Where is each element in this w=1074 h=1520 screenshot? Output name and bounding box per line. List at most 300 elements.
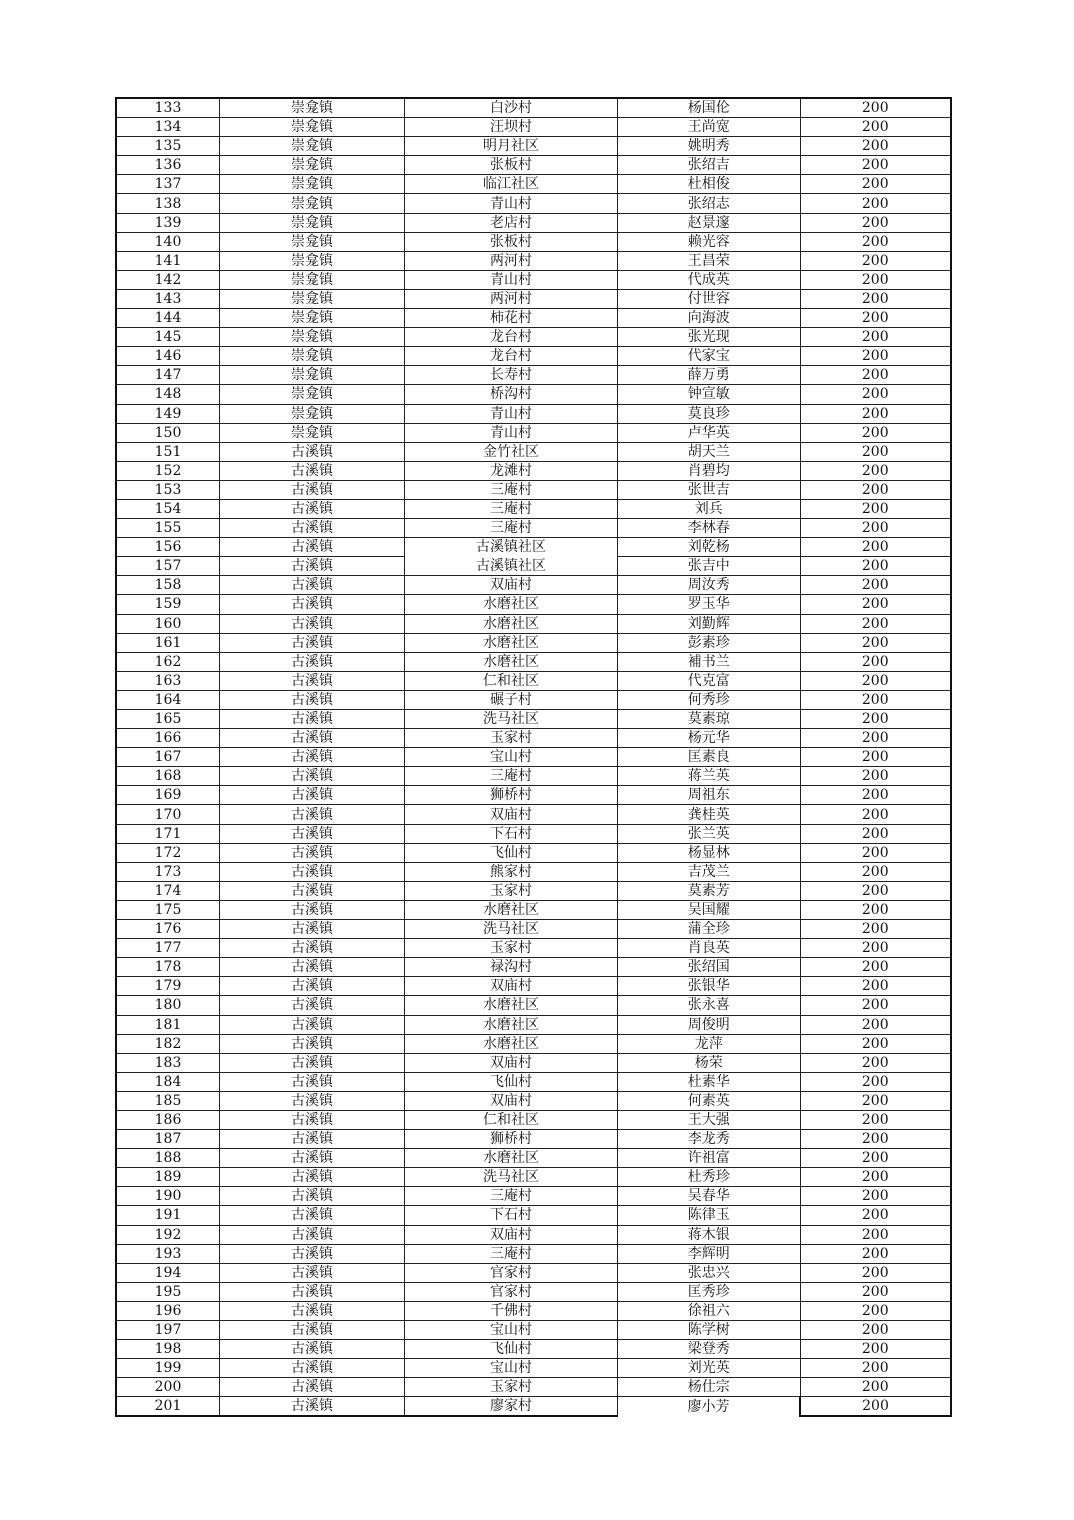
town-cell: 古溪镇	[220, 595, 405, 614]
village-cell: 禄沟村	[405, 958, 618, 977]
table-row	[116, 767, 951, 786]
table-row	[116, 385, 951, 404]
person-name-cell: 周祖东	[618, 786, 801, 805]
amount-cell: 200	[800, 805, 951, 824]
town-cell: 古溪镇	[220, 862, 405, 881]
village-cell: 双庙村	[405, 977, 618, 996]
town-cell: 古溪镇	[220, 786, 405, 805]
town-cell: 崇龛镇	[220, 309, 405, 328]
person-name-cell: 胡天兰	[618, 442, 801, 461]
amount-cell: 200	[800, 671, 951, 690]
village-cell: 青山村	[405, 194, 618, 213]
row-number-cell: 133	[116, 98, 220, 118]
person-name-cell: 杨元华	[618, 729, 801, 748]
amount-cell: 200	[800, 652, 951, 671]
person-name-cell: 蒲全珍	[618, 920, 801, 939]
row-number-cell: 198	[116, 1340, 220, 1359]
town-cell: 古溪镇	[220, 519, 405, 538]
village-cell: 临江社区	[405, 175, 618, 194]
table-row	[116, 881, 951, 900]
table-row	[116, 1301, 951, 1320]
amount-cell: 200	[800, 767, 951, 786]
village-cell: 水磨社区	[405, 900, 618, 919]
table-row	[116, 1072, 951, 1091]
amount-cell: 200	[800, 442, 951, 461]
amount-cell: 200	[800, 1378, 951, 1397]
beneficiary-table	[115, 97, 952, 1417]
row-number-cell: 195	[116, 1282, 220, 1301]
amount-cell: 200	[800, 1340, 951, 1359]
village-cell: 水磨社区	[405, 1034, 618, 1053]
town-cell: 古溪镇	[220, 652, 405, 671]
row-number-cell: 173	[116, 862, 220, 881]
row-number-cell: 149	[116, 404, 220, 423]
town-cell: 古溪镇	[220, 1053, 405, 1072]
village-cell: 老店村	[405, 213, 618, 232]
person-name-cell: 赖光容	[618, 232, 801, 251]
village-cell: 碾子村	[405, 690, 618, 709]
table-row	[116, 786, 951, 805]
row-number-cell: 154	[116, 499, 220, 518]
row-number-cell: 152	[116, 461, 220, 480]
row-number-cell: 158	[116, 576, 220, 595]
town-cell: 古溪镇	[220, 1015, 405, 1034]
person-name-cell: 何秀珍	[618, 690, 801, 709]
table-row	[116, 156, 951, 175]
town-cell: 崇龛镇	[220, 289, 405, 308]
amount-cell: 200	[800, 557, 951, 576]
town-cell: 古溪镇	[220, 1263, 405, 1282]
amount-cell: 200	[800, 347, 951, 366]
row-number-cell: 182	[116, 1034, 220, 1053]
village-cell: 洗马社区	[405, 710, 618, 729]
person-name-cell: 刘光英	[618, 1359, 801, 1378]
town-cell: 崇龛镇	[220, 137, 405, 156]
person-name-cell: 陈学树	[618, 1321, 801, 1340]
town-cell: 古溪镇	[220, 900, 405, 919]
village-cell: 张板村	[405, 156, 618, 175]
town-cell: 古溪镇	[220, 767, 405, 786]
table-row	[116, 557, 951, 576]
row-number-cell: 156	[116, 538, 220, 557]
village-cell: 飞仙村	[405, 843, 618, 862]
row-number-cell: 136	[116, 156, 220, 175]
table-row	[116, 920, 951, 939]
table-row	[116, 633, 951, 652]
row-number-cell: 175	[116, 900, 220, 919]
row-number-cell: 161	[116, 633, 220, 652]
person-name-cell: 钟宣敏	[618, 385, 801, 404]
person-name-cell: 肖碧均	[618, 461, 801, 480]
table-row	[116, 1378, 951, 1397]
village-cell: 三庵村	[405, 1244, 618, 1263]
person-name-cell: 匡秀珍	[618, 1282, 801, 1301]
amount-cell: 200	[800, 710, 951, 729]
row-number-cell: 146	[116, 347, 220, 366]
person-name-cell: 李辉明	[618, 1244, 801, 1263]
row-number-cell: 174	[116, 881, 220, 900]
row-number-cell: 176	[116, 920, 220, 939]
amount-cell: 200	[800, 729, 951, 748]
amount-cell: 200	[800, 939, 951, 958]
town-cell: 古溪镇	[220, 1206, 405, 1225]
row-number-cell: 142	[116, 270, 220, 289]
person-name-cell: 张忠兴	[618, 1263, 801, 1282]
row-number-cell: 201	[116, 1397, 220, 1417]
village-cell: 水磨社区	[405, 614, 618, 633]
amount-cell: 200	[800, 461, 951, 480]
row-number-cell: 183	[116, 1053, 220, 1072]
amount-cell: 200	[800, 576, 951, 595]
village-cell: 玉家村	[405, 881, 618, 900]
village-cell: 洗马社区	[405, 1168, 618, 1187]
town-cell: 崇龛镇	[220, 404, 405, 423]
person-name-cell: 廖小芳	[618, 1397, 801, 1417]
amount-cell: 200	[800, 1206, 951, 1225]
village-cell: 双庙村	[405, 1091, 618, 1110]
amount-cell: 200	[800, 385, 951, 404]
town-cell: 古溪镇	[220, 1225, 405, 1244]
town-cell: 古溪镇	[220, 1110, 405, 1129]
table-row	[116, 862, 951, 881]
amount-cell: 200	[800, 977, 951, 996]
village-cell: 水磨社区	[405, 1149, 618, 1168]
amount-cell: 200	[800, 270, 951, 289]
table-row	[116, 270, 951, 289]
table-row	[116, 900, 951, 919]
amount-cell: 200	[800, 156, 951, 175]
town-cell: 古溪镇	[220, 729, 405, 748]
table-row	[116, 690, 951, 709]
person-name-cell: 代成英	[618, 270, 801, 289]
village-cell: 两河村	[405, 289, 618, 308]
row-number-cell: 144	[116, 309, 220, 328]
row-number-cell: 145	[116, 328, 220, 347]
village-cell: 熊家村	[405, 862, 618, 881]
row-number-cell: 190	[116, 1187, 220, 1206]
amount-cell: 200	[800, 690, 951, 709]
table-row	[116, 939, 951, 958]
village-cell: 官家村	[405, 1282, 618, 1301]
row-number-cell: 155	[116, 519, 220, 538]
amount-cell: 200	[800, 538, 951, 557]
amount-cell: 200	[800, 1301, 951, 1320]
person-name-cell: 杨国伦	[618, 98, 801, 118]
village-cell: 三庵村	[405, 480, 618, 499]
person-name-cell: 杨显林	[618, 843, 801, 862]
village-cell: 下石村	[405, 1206, 618, 1225]
person-name-cell: 補书兰	[618, 652, 801, 671]
village-cell: 仁和社区	[405, 671, 618, 690]
person-name-cell: 莫良珍	[618, 404, 801, 423]
row-number-cell: 184	[116, 1072, 220, 1091]
row-number-cell: 160	[116, 614, 220, 633]
table-row	[116, 442, 951, 461]
row-number-cell: 148	[116, 385, 220, 404]
village-cell: 玉家村	[405, 729, 618, 748]
town-cell: 古溪镇	[220, 748, 405, 767]
amount-cell: 200	[800, 881, 951, 900]
person-name-cell: 肖良英	[618, 939, 801, 958]
row-number-cell: 157	[116, 557, 220, 576]
town-cell: 崇龛镇	[220, 423, 405, 442]
table-row	[116, 671, 951, 690]
row-number-cell: 139	[116, 213, 220, 232]
person-name-cell: 王昌荣	[618, 251, 801, 270]
amount-cell: 200	[800, 595, 951, 614]
person-name-cell: 何素英	[618, 1091, 801, 1110]
table-row	[116, 652, 951, 671]
person-name-cell: 吴春华	[618, 1187, 801, 1206]
person-name-cell: 张绍国	[618, 958, 801, 977]
village-cell: 玉家村	[405, 1378, 618, 1397]
row-number-cell: 185	[116, 1091, 220, 1110]
table-row	[116, 1053, 951, 1072]
table-row	[116, 1110, 951, 1129]
town-cell: 崇龛镇	[220, 156, 405, 175]
row-number-cell: 200	[116, 1378, 220, 1397]
row-number-cell: 168	[116, 767, 220, 786]
person-name-cell: 付世容	[618, 289, 801, 308]
table-row	[116, 614, 951, 633]
village-cell: 古溪镇社区	[405, 557, 618, 576]
table-row	[116, 328, 951, 347]
village-cell: 两河村	[405, 251, 618, 270]
person-name-cell: 莫素琼	[618, 710, 801, 729]
town-cell: 古溪镇	[220, 614, 405, 633]
table-row	[116, 1168, 951, 1187]
person-name-cell: 梁登秀	[618, 1340, 801, 1359]
person-name-cell: 张绍志	[618, 194, 801, 213]
table-row	[116, 366, 951, 385]
town-cell: 古溪镇	[220, 843, 405, 862]
town-cell: 古溪镇	[220, 939, 405, 958]
row-number-cell: 196	[116, 1301, 220, 1320]
town-cell: 古溪镇	[220, 557, 405, 576]
town-cell: 古溪镇	[220, 1321, 405, 1340]
amount-cell: 200	[800, 289, 951, 308]
village-cell: 三庵村	[405, 499, 618, 518]
row-number-cell: 180	[116, 996, 220, 1015]
table-row	[116, 1359, 951, 1378]
table-row	[116, 958, 951, 977]
table-row	[116, 1034, 951, 1053]
amount-cell: 200	[800, 1187, 951, 1206]
person-name-cell: 刘勤辉	[618, 614, 801, 633]
table-row	[116, 1130, 951, 1149]
row-number-cell: 191	[116, 1206, 220, 1225]
table-row	[116, 519, 951, 538]
town-cell: 崇龛镇	[220, 385, 405, 404]
table-row	[116, 1263, 951, 1282]
town-cell: 古溪镇	[220, 1168, 405, 1187]
village-cell: 双庙村	[405, 1053, 618, 1072]
row-number-cell: 165	[116, 710, 220, 729]
table-row	[116, 213, 951, 232]
amount-cell: 200	[800, 1282, 951, 1301]
town-cell: 古溪镇	[220, 1397, 405, 1417]
person-name-cell: 王大强	[618, 1110, 801, 1129]
town-cell: 古溪镇	[220, 1301, 405, 1320]
row-number-cell: 197	[116, 1321, 220, 1340]
village-cell: 玉家村	[405, 939, 618, 958]
person-name-cell: 代克富	[618, 671, 801, 690]
table-row	[116, 710, 951, 729]
row-number-cell: 188	[116, 1149, 220, 1168]
person-name-cell: 张吉中	[618, 557, 801, 576]
village-cell: 水磨社区	[405, 652, 618, 671]
village-cell: 狮桥村	[405, 786, 618, 805]
person-name-cell: 陈律玉	[618, 1206, 801, 1225]
town-cell: 古溪镇	[220, 480, 405, 499]
person-name-cell: 罗玉华	[618, 595, 801, 614]
amount-cell: 200	[800, 1091, 951, 1110]
amount-cell: 200	[800, 1149, 951, 1168]
town-cell: 崇龛镇	[220, 175, 405, 194]
town-cell: 古溪镇	[220, 920, 405, 939]
person-name-cell: 张银华	[618, 977, 801, 996]
town-cell: 古溪镇	[220, 1359, 405, 1378]
town-cell: 古溪镇	[220, 1282, 405, 1301]
amount-cell: 200	[800, 213, 951, 232]
person-name-cell: 张绍吉	[618, 156, 801, 175]
table-row	[116, 1397, 951, 1417]
person-name-cell: 张光现	[618, 328, 801, 347]
amount-cell: 200	[800, 404, 951, 423]
person-name-cell: 杨仕宗	[618, 1378, 801, 1397]
town-cell: 古溪镇	[220, 1034, 405, 1053]
village-cell: 洗马社区	[405, 920, 618, 939]
table-row	[116, 404, 951, 423]
row-number-cell: 162	[116, 652, 220, 671]
amount-cell: 200	[800, 614, 951, 633]
town-cell: 古溪镇	[220, 1130, 405, 1149]
table-row	[116, 423, 951, 442]
town-cell: 古溪镇	[220, 1072, 405, 1091]
amount-cell: 200	[800, 251, 951, 270]
person-name-cell: 莫素芳	[618, 881, 801, 900]
row-number-cell: 177	[116, 939, 220, 958]
table-row	[116, 1282, 951, 1301]
village-cell: 古溪镇社区	[405, 538, 618, 557]
table-row	[116, 480, 951, 499]
row-number-cell: 164	[116, 690, 220, 709]
amount-cell: 200	[800, 98, 951, 118]
table-row	[116, 576, 951, 595]
village-cell: 龙滩村	[405, 461, 618, 480]
amount-cell: 200	[800, 996, 951, 1015]
person-name-cell: 王尚宽	[618, 118, 801, 137]
village-cell: 狮桥村	[405, 1130, 618, 1149]
table-row	[116, 137, 951, 156]
village-cell: 飞仙村	[405, 1340, 618, 1359]
row-number-cell: 135	[116, 137, 220, 156]
person-name-cell: 彭素珍	[618, 633, 801, 652]
village-cell: 三庵村	[405, 1187, 618, 1206]
village-cell: 宝山村	[405, 1321, 618, 1340]
town-cell: 崇龛镇	[220, 118, 405, 137]
row-number-cell: 193	[116, 1244, 220, 1263]
village-cell: 飞仙村	[405, 1072, 618, 1091]
amount-cell: 200	[800, 900, 951, 919]
village-cell: 双庙村	[405, 805, 618, 824]
village-cell: 明月社区	[405, 137, 618, 156]
row-number-cell: 159	[116, 595, 220, 614]
table-row	[116, 824, 951, 843]
table-row	[116, 309, 951, 328]
town-cell: 古溪镇	[220, 710, 405, 729]
amount-cell: 200	[800, 1168, 951, 1187]
person-name-cell: 刘兵	[618, 499, 801, 518]
person-name-cell: 杜素华	[618, 1072, 801, 1091]
village-cell: 官家村	[405, 1263, 618, 1282]
village-cell: 长寿村	[405, 366, 618, 385]
village-cell: 龙台村	[405, 328, 618, 347]
table-row	[116, 996, 951, 1015]
village-cell: 三庵村	[405, 519, 618, 538]
amount-cell: 200	[800, 519, 951, 538]
town-cell: 古溪镇	[220, 538, 405, 557]
village-cell: 水磨社区	[405, 996, 618, 1015]
person-name-cell: 龚桂英	[618, 805, 801, 824]
town-cell: 崇龛镇	[220, 347, 405, 366]
person-name-cell: 吴国耀	[618, 900, 801, 919]
amount-cell: 200	[800, 137, 951, 156]
amount-cell: 200	[800, 1034, 951, 1053]
person-name-cell: 张兰英	[618, 824, 801, 843]
town-cell: 崇龛镇	[220, 232, 405, 251]
amount-cell: 200	[800, 786, 951, 805]
person-name-cell: 杨荣	[618, 1053, 801, 1072]
amount-cell: 200	[800, 1321, 951, 1340]
village-cell: 三庵村	[405, 767, 618, 786]
row-number-cell: 170	[116, 805, 220, 824]
amount-cell: 200	[800, 1130, 951, 1149]
village-cell: 金竹社区	[405, 442, 618, 461]
table-row	[116, 1244, 951, 1263]
table-row	[116, 729, 951, 748]
town-cell: 古溪镇	[220, 1091, 405, 1110]
row-number-cell: 163	[116, 671, 220, 690]
village-cell: 宝山村	[405, 1359, 618, 1378]
village-cell: 青山村	[405, 423, 618, 442]
town-cell: 古溪镇	[220, 633, 405, 652]
amount-cell: 200	[800, 499, 951, 518]
town-cell: 古溪镇	[220, 1149, 405, 1168]
village-cell: 水磨社区	[405, 633, 618, 652]
person-name-cell: 代家宝	[618, 347, 801, 366]
town-cell: 古溪镇	[220, 805, 405, 824]
table-row	[116, 232, 951, 251]
amount-cell: 200	[800, 1015, 951, 1034]
table-row	[116, 1340, 951, 1359]
person-name-cell: 蒋兰英	[618, 767, 801, 786]
town-cell: 崇龛镇	[220, 251, 405, 270]
row-number-cell: 186	[116, 1110, 220, 1129]
table-row	[116, 347, 951, 366]
amount-cell: 200	[800, 1225, 951, 1244]
village-cell: 桥沟村	[405, 385, 618, 404]
village-cell: 张板村	[405, 232, 618, 251]
village-cell: 青山村	[405, 270, 618, 289]
village-cell: 水磨社区	[405, 1015, 618, 1034]
town-cell: 崇龛镇	[220, 328, 405, 347]
village-cell: 双庙村	[405, 576, 618, 595]
table-row	[116, 1149, 951, 1168]
table-body	[116, 98, 951, 1416]
table-row	[116, 977, 951, 996]
table-row	[116, 1091, 951, 1110]
